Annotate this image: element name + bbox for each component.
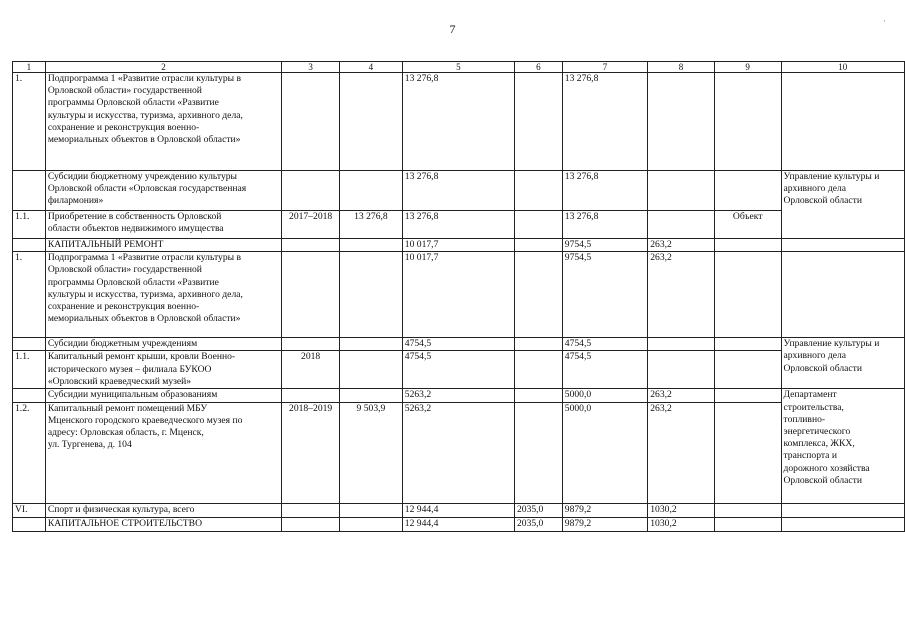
federal-cell-value: 2035,0 [516,517,544,529]
column-number: 2 [45,62,281,73]
federal-cell [514,73,562,171]
row-number-cell [13,517,46,531]
total-cell-value: 4754,5 [404,351,432,363]
estimated-cost-cell [340,171,403,211]
table-row [13,338,905,351]
period-cell-value: 2018 [301,351,321,363]
description-cell [45,338,281,351]
local-cell-value: 1030,2 [650,517,677,529]
responsible-cell [781,252,905,338]
table-row [13,211,905,239]
capacity-unit-cell [714,171,781,211]
row-number-cell-value: 1.1. [15,351,30,363]
local-cell-value: 263,2 [650,252,672,264]
table-row [13,389,905,402]
column-number-row [13,62,905,73]
regional-cell-value: 5000,0 [564,389,592,401]
local-cell [648,351,715,389]
responsible-cell [781,389,905,503]
capacity-unit-cell [714,402,781,503]
federal-cell [514,211,562,239]
period-cell [282,73,340,171]
description-line: сохранение и реконструкция военно- [47,121,200,133]
description-line: Субсидии бюджетным учреждениям [47,338,198,350]
description-line: области объектов недвижимого имущества [47,223,224,235]
estimated-cost-cell [340,73,403,171]
capacity-unit-cell [714,252,781,338]
total-cell-value: 12 944,4 [404,517,439,529]
responsible-line: дорожного хозяйства [783,462,870,474]
description-line: исторического музея – филиала БУКОО [47,363,212,375]
description-line: Подпрограмма 1 «Развитие отрасли культуры в [47,252,241,264]
total-cell [402,252,514,338]
column-number: 1 [13,62,46,73]
estimated-cost-cell [340,389,403,402]
regional-cell [562,171,647,211]
description-line: Капитальный ремонт крыши, кровли Военно- [47,351,236,363]
description-line: филармония» [47,195,104,207]
column-number: 7 [562,62,647,73]
responsible-cell [781,239,905,252]
description-cell [45,73,281,171]
description-line: Спорт и физическая культура, всего [47,503,195,515]
row-number-cell [13,171,46,211]
regional-cell [562,389,647,402]
regional-cell [562,402,647,503]
regional-cell [562,338,647,351]
local-cell [648,171,715,211]
description-line: Капитальный ремонт помещений МБУ [47,402,208,414]
local-cell [648,73,715,171]
responsible-line: строительства, [783,401,844,413]
responsible-cell [781,73,905,171]
row-number-cell [13,211,46,239]
row-number-cell-value: 1. [15,252,23,264]
capacity-unit-cell [714,211,781,239]
capacity-unit-cell [714,517,781,531]
period-cell [282,402,340,503]
description-line: Подпрограмма 1 «Развитие отрасли культуры в [47,73,241,84]
budget-table [12,61,905,532]
page-number: 7 [449,22,456,36]
responsible-line: энергетического [783,426,851,438]
total-cell-value: 5263,2 [404,389,432,401]
period-cell [282,239,340,252]
regional-cell-value: 9754,5 [564,252,592,264]
description-line: мемориальных объектов в Орловской области» [47,313,241,325]
description-cell [45,351,281,389]
regional-cell [562,503,647,517]
period-cell [282,211,340,239]
responsible-line: Орловской области [783,362,862,374]
description-line: мемориальных объектов в Орловской области» [47,134,241,146]
regional-cell [562,211,647,239]
description-line: Орловской области» государственной [47,264,202,276]
description-line: Субсидии муниципальным образованиям [47,389,218,401]
responsible-cell [781,171,905,239]
row-number-cell-value: VI. [15,503,28,515]
row-number-cell [13,338,46,351]
total-cell-value: 5263,2 [404,402,432,414]
total-cell [402,402,514,503]
responsible-line: комплекса, ЖКХ, [783,438,855,450]
regional-cell [562,252,647,338]
estimated-cost-cell [340,211,403,239]
responsible-line: Орловской области [783,474,862,486]
estimated-cost-cell-value: 9 503,9 [356,402,386,414]
total-cell-value: 13 276,8 [404,211,439,222]
total-cell-value: 12 944,4 [404,503,439,515]
total-cell-value: 10 017,7 [404,252,439,264]
description-cell [45,389,281,402]
estimated-cost-cell-value: 13 276,8 [354,211,388,222]
total-cell-value: 13 276,8 [404,171,439,182]
row-number-cell-value: 1.1. [15,211,30,222]
period-cell [282,351,340,389]
regional-cell-value: 13 276,8 [564,73,599,84]
row-number-cell [13,73,46,171]
total-cell [402,351,514,389]
table-row [13,239,905,252]
row-number-cell-value: 1.2. [15,402,30,414]
responsible-line: Орловской области [783,195,862,207]
table-row [13,351,905,389]
regional-cell [562,351,647,389]
capacity-unit-cell [714,73,781,171]
period-cell-value: 2017–2018 [289,211,333,222]
responsible-cell [781,503,905,517]
regional-cell [562,517,647,531]
description-line: «Орловский краеведческий музей» [47,375,192,387]
description-line: Орловской области «Орловская государственная [47,183,247,195]
responsible-line: Департамент [783,389,837,401]
estimated-cost-cell [340,402,403,503]
table-row [13,252,905,338]
description-line: программы Орловской области «Развитие [47,276,219,288]
local-cell [648,517,715,531]
period-cell [282,171,340,211]
column-number: 10 [781,62,905,73]
federal-cell [514,171,562,211]
description-cell [45,211,281,239]
federal-cell [514,239,562,252]
capacity-unit-cell [714,239,781,252]
estimated-cost-cell [340,517,403,531]
federal-cell [514,389,562,402]
table-row [13,402,905,503]
period-cell [282,338,340,351]
federal-cell-value: 2035,0 [516,503,544,515]
regional-cell [562,239,647,252]
total-cell [402,211,514,239]
description-line: КАПИТАЛЬНОЕ СТРОИТЕЛЬСТВО [47,517,202,529]
description-line: программы Орловской области «Развитие [47,97,219,109]
local-cell [648,503,715,517]
description-line: адресу: Орловская область, г. Мценск, [47,427,204,439]
period-cell [282,252,340,338]
capacity-unit-cell [714,389,781,402]
row-number-cell [13,252,46,338]
total-cell [402,338,514,351]
row-number-cell [13,503,46,517]
description-line: культуры и искусства, туризма, архивного дела, [47,109,243,121]
column-number: 9 [714,62,781,73]
column-number: 3 [282,62,340,73]
regional-cell-value: 5000,0 [564,402,592,414]
total-cell [402,503,514,517]
estimated-cost-cell [340,252,403,338]
row-number-cell [13,239,46,252]
capacity-unit-cell [714,351,781,389]
local-cell-value: 263,2 [650,402,672,414]
column-number: 4 [340,62,403,73]
estimated-cost-cell [340,338,403,351]
estimated-cost-cell [340,503,403,517]
local-cell-value: 1030,2 [650,503,677,515]
description-line: Мценского городского краеведческого музея по [47,414,243,426]
local-cell [648,402,715,503]
federal-cell [514,252,562,338]
local-cell [648,338,715,351]
regional-cell-value: 9879,2 [564,503,592,515]
total-cell [402,171,514,211]
estimated-cost-cell [340,351,403,389]
description-cell [45,402,281,503]
responsible-line: Управление культуры и [783,338,880,350]
capacity-unit-cell [714,338,781,351]
local-cell [648,211,715,239]
regional-cell-value: 9879,2 [564,517,592,529]
responsible-line: топливно- [783,413,826,425]
description-line: ул. Тургенева, д. 104 [47,439,132,451]
period-cell [282,517,340,531]
responsible-line: Управление культуры и [783,171,880,182]
description-cell [45,252,281,338]
description-line: Приобретение в собственность Орловской [47,211,222,222]
federal-cell [514,517,562,531]
total-cell [402,239,514,252]
table-row [13,73,905,171]
regional-cell-value: 4754,5 [564,351,592,363]
responsible-line: архивного дела [783,350,847,362]
total-cell [402,389,514,402]
capacity-unit-cell-value: Объект [732,211,763,222]
description-line: Орловской области» государственной [47,85,202,97]
table-row [13,517,905,531]
description-cell [45,239,281,252]
estimated-cost-cell [340,239,403,252]
description-line: сохранение и реконструкция военно- [47,301,200,313]
total-cell [402,73,514,171]
column-number: 5 [402,62,514,73]
responsible-line: транспорта и [783,450,837,462]
local-cell-value: 263,2 [650,389,672,401]
responsible-line: архивного дела [783,183,847,195]
period-cell [282,389,340,402]
local-cell [648,252,715,338]
regional-cell-value: 9754,5 [564,239,592,250]
description-line: КАПИТАЛЬНЫЙ РЕМОНТ [47,239,164,250]
responsible-cell [781,338,905,389]
period-cell-value: 2018–2019 [289,402,333,414]
table-row [13,171,905,211]
row-number-cell-value: 1. [15,73,23,84]
row-number-cell [13,351,46,389]
column-number: 8 [648,62,715,73]
federal-cell [514,402,562,503]
description-cell [45,503,281,517]
local-cell-value: 263,2 [650,239,672,250]
federal-cell [514,351,562,389]
row-number-cell [13,402,46,503]
local-cell [648,239,715,252]
regional-cell-value: 13 276,8 [564,211,599,222]
regional-cell-value: 13 276,8 [564,171,599,182]
federal-cell [514,503,562,517]
row-number-cell [13,389,46,402]
description-cell [45,517,281,531]
description-cell [45,171,281,211]
table-row [13,503,905,517]
regional-cell-value: 4754,5 [564,338,592,350]
period-cell [282,503,340,517]
total-cell-value: 13 276,8 [404,73,439,84]
total-cell-value: 4754,5 [404,338,432,350]
responsible-cell [781,517,905,531]
column-number: 6 [514,62,562,73]
local-cell [648,389,715,402]
corner-mark: · [883,16,886,26]
total-cell-value: 10 017,7 [404,239,439,250]
description-line: Субсидии бюджетному учреждению культуры [47,171,237,182]
total-cell [402,517,514,531]
capacity-unit-cell [714,503,781,517]
description-line: культуры и искусства, туризма, архивного дела, [47,288,243,300]
regional-cell [562,73,647,171]
federal-cell [514,338,562,351]
